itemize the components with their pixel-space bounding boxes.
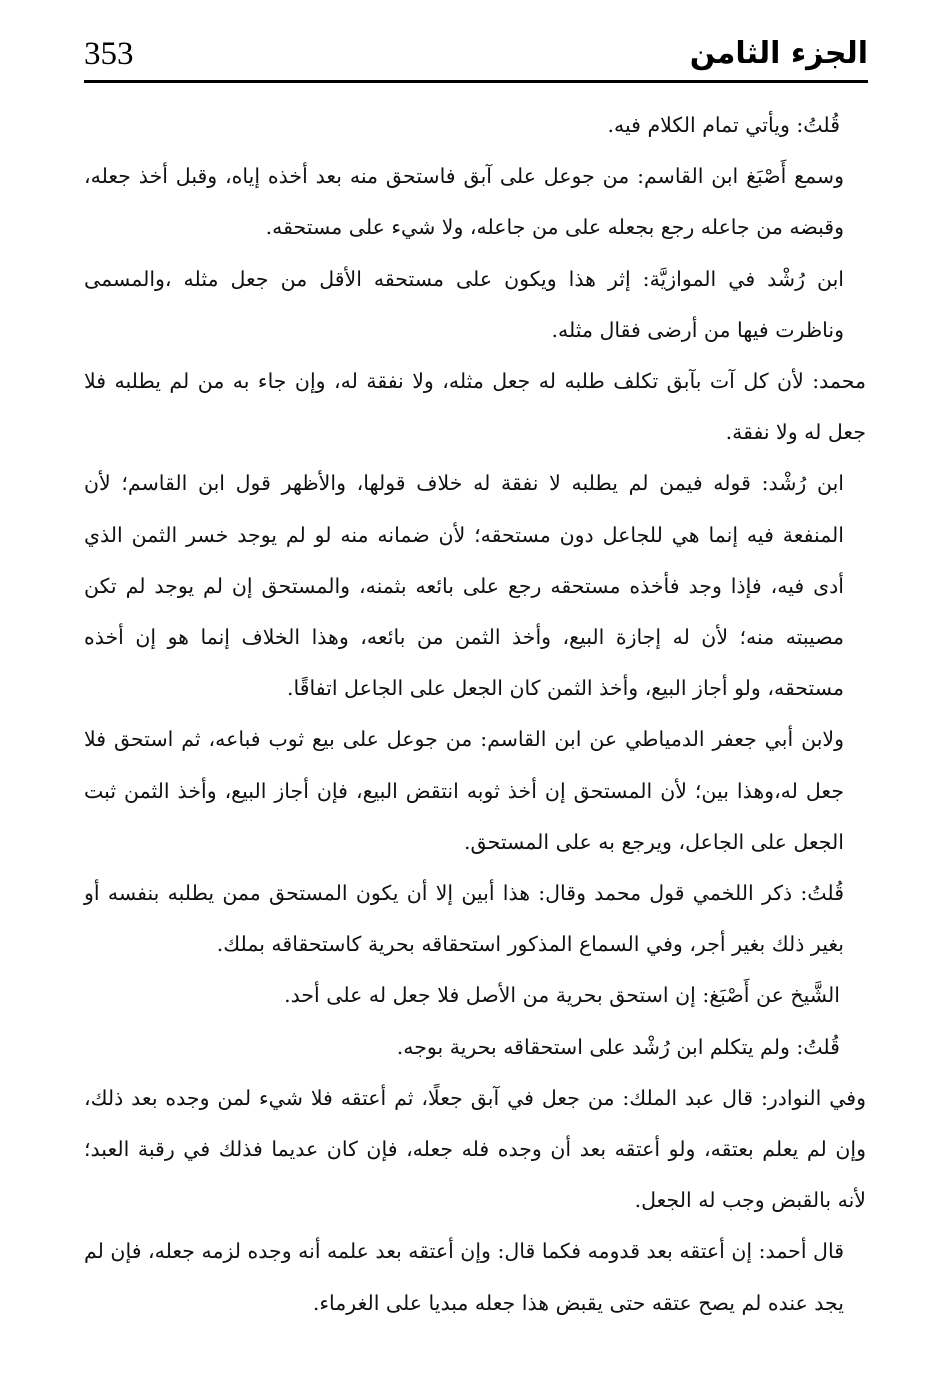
paragraph: ابن رُشْد في الموازيَّة: إثر هذا ويكون على مستحقه الأقل من جعل مثله ،والمسمى وناظرت فيها من أرضى فقال مثله. (84, 266, 844, 342)
page-header (84, 26, 868, 74)
running-title: الجزء الثامن (689, 36, 868, 71)
paragraph: وسمع أَصْبَغ ابن القاسم: من جوعل على آبق فاستحق منه بعد أخذه إياه، وقبل أخذ جعله، وقبضه من جاعله رجع بجعله على من جاعله، ولا شيء على مستحقه. (84, 164, 844, 240)
page-number: 353 (84, 36, 134, 72)
paragraph: وفي النوادر: قال عبد الملك: من جعل في آبق جعلًا، ثم أعتقه فلا شيء لمن وجده بعد ذلك، وإن لم يعلم بعتقه، ولو أعتقه بعد أن وجده فله جعله، فإن كان عديما فذلك في رقبة العبد؛ لأنه بالقبض وجب له الجعل. (84, 1085, 866, 1213)
paragraph: قُلتُ: ولم يتكلم ابن رُشْد على استحقاقه بحرية بوجه. (396, 1034, 840, 1059)
body-text (84, 100, 866, 1329)
paragraph: الشَّيخ عن أَصْبَغ: إن استحق بحرية من الأصل فلا جعل له على أحد. (284, 983, 840, 1008)
paragraph: محمد: لأن كل آت بآبق تكلف طلبه له جعل مثله، ولا نفقة له، وإن جاء به من لم يطلبه فلا جعل له ولا نفقة. (84, 369, 866, 445)
paragraph: قُلتُ: ويأتي تمام الكلام فيه. (607, 113, 840, 137)
paragraph: قُلتُ: ذكر اللخمي قول محمد وقال: هذا أبين إلا أن يكون المستحق ممن يطلبه بنفسه أو بغير ذلك بغير أجر، وفي السماع المذكور استحقاقه بحرية كاستحقاقه بملك. (84, 881, 844, 957)
header-rule (84, 80, 868, 83)
paragraph: قال أحمد: إن أعتقه بعد قدومه فكما قال: وإن أعتقه بعد علمه أنه وجده لزمه جعله، فإن لم يجد عنده لم يصح عتقه حتى يقبض هذا جعله مبديا على الغرماء. (84, 1239, 844, 1315)
paragraph: ولابن أبي جعفر الدمياطي عن ابن القاسم: من جوعل على بيع ثوب فباعه، ثم استحق فلا جعل له،وهذا بين؛ لأن المستحق إن أخذ ثوبه انتقض البيع، فإن أجاز البيع، وأخذ الثمن ثبت الجعل على الجاعل، ويرجع به على المستحق. (84, 727, 844, 854)
paragraph: ابن رُشْد: قوله فيمن لم يطلبه لا نفقة له خلاف قولها، والأظهر قول ابن القاسم؛ لأن المنفعة فيه إنما هي للجاعل دون مستحقه؛ لأن ضمانه منه لو لم يوجد خسر الثمن الذي أدى فيه، فإذا وجد فأخذه مستحقه رجع على بائعه بثمنه، والمستحق إن لم يوجد لم تكن مصيبته منه؛ لأن له إجازة البيع، وأخذ الثمن من بائعه، وهذا الخلاف إنما هو إن أخذه مستحقه، ولو أجاز البيع، وأخذ الثمن كان الجعل على الجاعل اتفاقًا. (84, 471, 844, 701)
